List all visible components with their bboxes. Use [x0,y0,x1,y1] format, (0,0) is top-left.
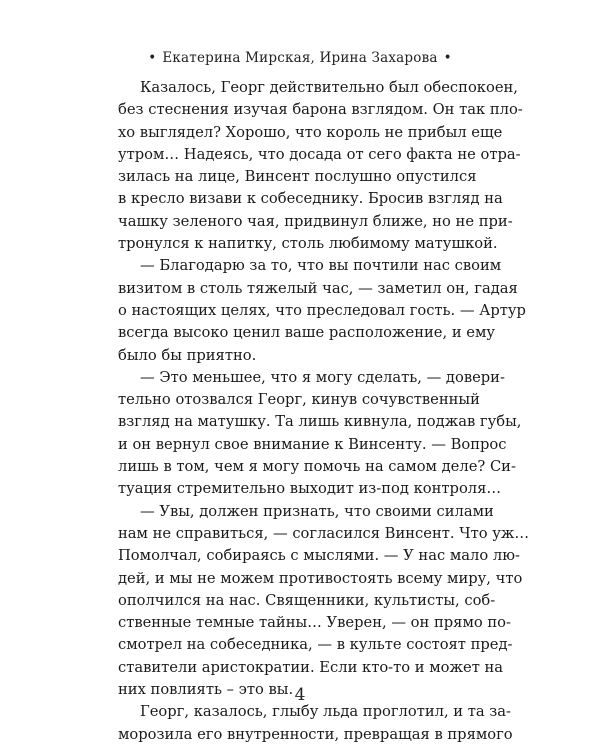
header-bullet-left: • [148,50,157,66]
text-line: Казалось, Георг действительно был обеспокоен, [140,79,518,96]
running-header [0,50,600,66]
text-line: них повлиять – это вы. [118,681,294,699]
text-line: тельно отозвался Георг, кинув сочувственный [118,391,480,409]
text-line: и он вернул свое внимание к Винсенту. — Вопрос [118,435,507,453]
text-line: ополчился на нас. Священники, культисты, соб- [118,591,496,609]
text-line: хо выглядел? Хорошо, что король не прибыл еще [118,123,503,141]
text-line: в кресло визави к собеседнику. Бросив взгляд на [118,190,503,208]
header-bullet-right: • [443,50,452,66]
text-line: тронулся к напитку, столь любимому матушкой. [118,235,498,253]
paragraph [118,701,513,746]
text-line: смотрел на собеседника, — в культе состоят пред- [118,636,513,654]
text-line: без стеснения изучая барона взглядом. Он так пло- [118,101,523,119]
text-line: зилась на лице, Винсент послушно опустился [118,168,477,186]
text-line: туация стремительно выходит из-под контроля… [118,480,502,498]
text-line: — Увы, должен признать, что своими силами [140,502,494,520]
text-line: Георг, казалось, глыбу льда проглотил, и та за- [140,703,512,721]
text-line: всегда высоко ценил ваше расположение, и ему [118,324,496,342]
page-number: 4 [294,685,306,705]
text-body [118,77,530,746]
text-line: визитом в столь тяжелый час, — заметил он, гадая [118,279,518,297]
paragraph [118,255,526,366]
paragraph [118,501,530,702]
text-line: лишь в том, чем я могу помочь на самом деле? Си- [118,458,516,476]
text-line: — Благодарю за то, что вы почтили нас своим [140,257,502,275]
paragraph [118,367,522,501]
text-line: было бы приятно. [118,346,257,364]
text-line: о настоящих целях, что преследовал гость. — Артур [118,301,526,319]
text-line: дей, и мы не можем противостоять всему миру, что [118,569,523,587]
paragraph [118,77,523,255]
header-authors: Екатерина Мирская, Ирина Захарова [162,50,438,66]
text-line: морозила его внутренности, превращая в прямого [118,725,513,743]
text-line: Помолчал, собираясь с мыслями. — У нас мало лю- [118,547,520,565]
text-line: утром… Надеясь, что досада от сего факта не отра- [118,145,521,163]
text-line: чашку зеленого чая, придвинул ближе, но не при- [118,212,513,230]
text-line: ственные темные тайны… Уверен, — он прямо по- [118,614,511,632]
text-line: — Это меньшее, что я могу сделать, — довери- [140,368,505,386]
text-line: ставители аристократии. Если кто-то и может на [118,658,504,676]
text-line: взгляд на матушку. Та лишь кивнула, поджав губы, [118,413,522,431]
text-line: нам не справиться, — согласился Винсент. Что уж… [118,524,530,542]
